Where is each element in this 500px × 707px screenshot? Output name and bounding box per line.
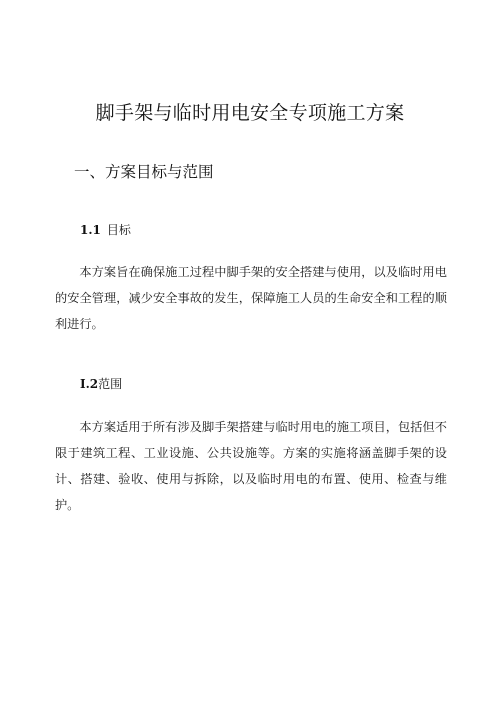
section-heading: 一、方案目标与范围 xyxy=(74,163,214,181)
subsection-number: I.2 xyxy=(80,377,99,391)
scope-paragraph: 本方案适用于所有涉及脚手架搭建与临时用电的施工项目，包括但不限于建筑工程、工业设施、公共设施等。方案的实施将涵盖脚手架的设计、搭建、验收、使用与拆除，以及临时用电的布置、使用、检查与维护。 xyxy=(55,420,447,512)
subsection-number: 1.1 xyxy=(80,223,101,237)
subsection-label: 范围 xyxy=(98,377,123,391)
subsection-heading-goal xyxy=(80,221,131,238)
subsection-label: 目标 xyxy=(106,223,131,237)
subsection-heading-scope xyxy=(80,375,122,392)
goal-paragraph: 本方案旨在确保施工过程中脚手架的安全搭建与使用，以及临时用电的安全管理，减少安全事故的发生，保障施工人员的生命安全和工程的顺利进行。 xyxy=(55,265,447,331)
document-title: 脚手架与临时用电安全专项施工方案 xyxy=(95,102,405,124)
